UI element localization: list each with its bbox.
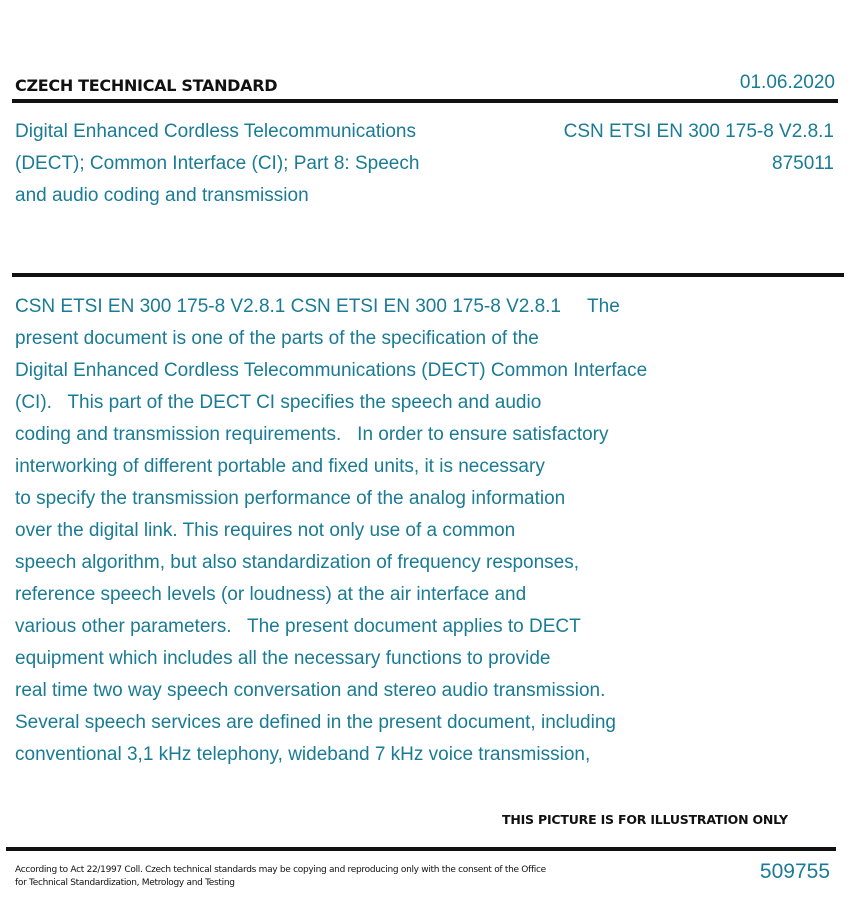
abstract-line: (CI). This part of the DECT CI specifies the speech and audio xyxy=(15,392,542,413)
title-line: Digital Enhanced Cordless Telecommunications xyxy=(15,121,416,142)
standard-title xyxy=(15,116,485,212)
abstract-line: present document is one of the parts of the specification of the xyxy=(15,328,539,349)
abstract-line: CSN ETSI EN 300 175-8 V2.8.1 CSN ETSI EN 300 175-8 V2.8.1 The xyxy=(15,296,620,317)
title-line: (DECT); Common Interface (CI); Part 8: Speech xyxy=(15,153,420,174)
abstract-line: over the digital link. This requires not only use of a common xyxy=(15,520,516,541)
header-date: 01.06.2020 xyxy=(739,72,835,93)
legal-line: According to Act 22/1997 Coll. Czech technical standards may be copying and reproducing only with the consent of the Office xyxy=(15,865,546,875)
abstract-line: to specify the transmission performance of the analog information xyxy=(15,488,566,509)
standard-identifiers xyxy=(564,116,834,180)
middle-divider xyxy=(12,273,844,277)
abstract-line: coding and transmission requirements. In order to ensure satisfactory xyxy=(15,424,609,445)
illustration-notice: THIS PICTURE IS FOR ILLUSTRATION ONLY xyxy=(502,812,788,827)
abstract-line: reference speech levels (or loudness) at the air interface and xyxy=(15,584,527,605)
abstract-line: conventional 3,1 kHz telephony, wideband 7 kHz voice transmission, xyxy=(15,744,591,765)
abstract-line: speech algorithm, but also standardization of frequency responses, xyxy=(15,552,579,573)
classification-number: 875011 xyxy=(772,153,834,174)
abstract-line: equipment which includes all the necessary functions to provide xyxy=(15,648,551,669)
abstract-line: Digital Enhanced Cordless Telecommunications (DECT) Common Interface xyxy=(15,360,648,381)
legal-line: for Technical Standardization, Metrology and Testing xyxy=(15,878,235,888)
top-divider xyxy=(12,99,838,103)
standard-code: CSN ETSI EN 300 175-8 V2.8.1 xyxy=(563,121,834,142)
footer-number: 509755 xyxy=(759,860,830,883)
abstract-line: Several speech services are defined in the present document, including xyxy=(15,712,616,733)
abstract-line: various other parameters. The present document applies to DECT xyxy=(15,616,581,637)
header-title: CZECH TECHNICAL STANDARD xyxy=(15,76,278,95)
abstract xyxy=(15,291,755,771)
bottom-divider xyxy=(6,847,836,851)
abstract-line: real time two way speech conversation and stereo audio transmission. xyxy=(15,680,606,701)
legal-notice xyxy=(15,864,585,890)
abstract-line: interworking of different portable and fixed units, it is necessary xyxy=(15,456,545,477)
title-line: and audio coding and transmission xyxy=(15,185,309,206)
